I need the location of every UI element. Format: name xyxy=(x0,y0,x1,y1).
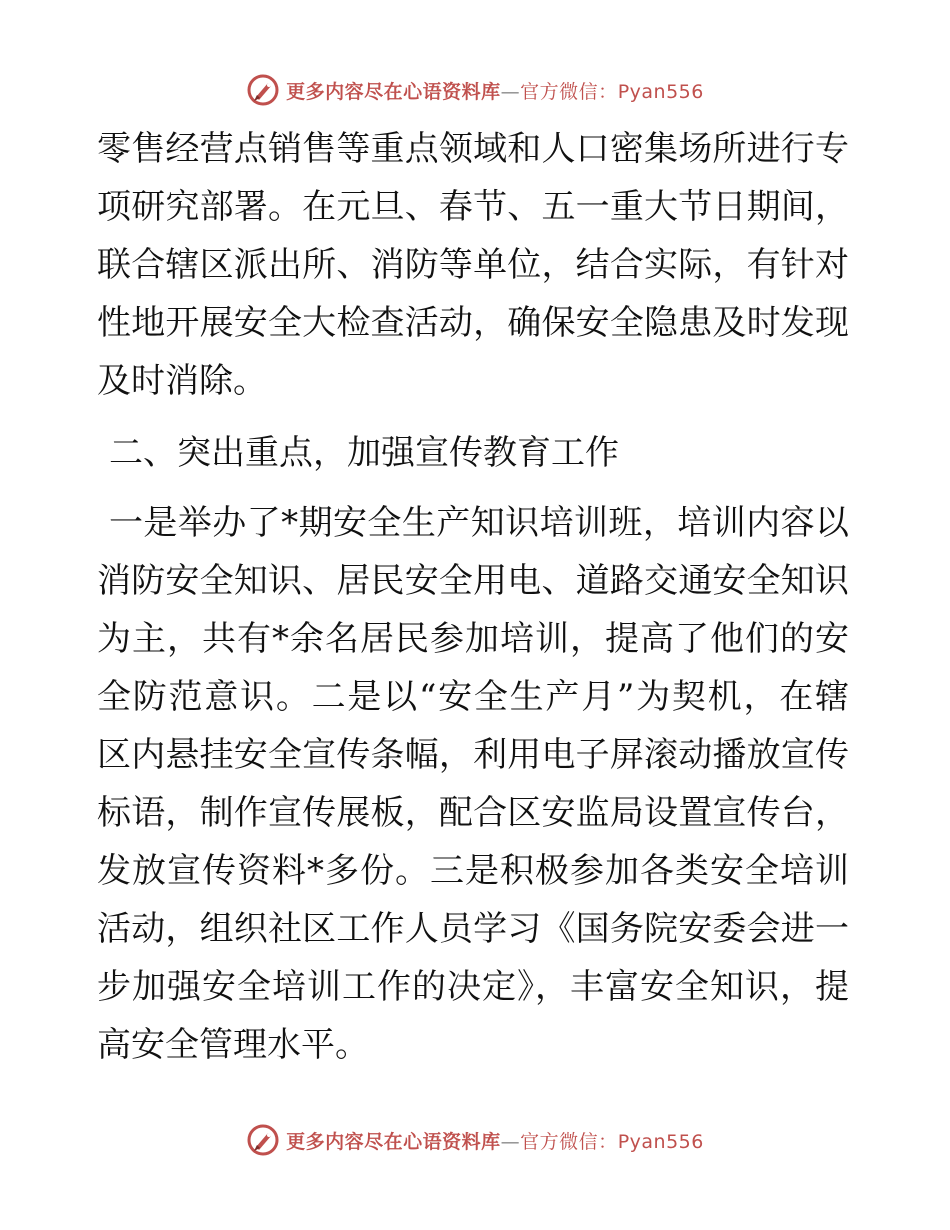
footer-site-name: 更多内容尽在心语资料库 xyxy=(286,1130,501,1153)
text-line: 步加强安全培训工作的决定》，丰富安全知识，提 xyxy=(97,967,849,1007)
text-line: 高安全管理水平。 xyxy=(97,1025,369,1065)
header-wechat-id: Pyan556 xyxy=(617,80,704,103)
text-line: 为主，共有*余名居民参加培训，提高了他们的安 xyxy=(97,619,849,659)
paragraph-1 xyxy=(97,120,849,410)
text-line: 项研究部署。在元旦、春节、五一重大节日期间， xyxy=(97,187,849,227)
text-line: 零售经营点销售等重点领域和人口密集场所进行专 xyxy=(97,129,849,169)
text-line: 活动，组织社区工作人员学习《国务院安委会进一 xyxy=(97,909,849,949)
document-body xyxy=(97,120,849,1074)
header-banner xyxy=(0,70,950,110)
text-line: 发放宣传资料*多份。三是积极参加各类安全培训 xyxy=(97,851,849,891)
text-line: 全防范意识。二是以“安全生产月”为契机，在辖 xyxy=(97,677,849,717)
text-line: 标语，制作宣传展板，配合区安监局设置宣传台， xyxy=(97,793,849,833)
header-dash: — xyxy=(500,80,521,103)
header-wechat-label: 官方微信： xyxy=(520,80,618,103)
text-line: 联合辖区派出所、消防等单位，结合实际，有针对 xyxy=(97,245,849,285)
text-line: 一是举办了*期安全生产知识培训班，培训内容以 xyxy=(109,503,849,543)
text-line: 及时消除。 xyxy=(97,361,267,401)
footer-text xyxy=(286,1127,704,1154)
section-heading: 二、突出重点，加强宣传教育工作 xyxy=(109,433,619,473)
pen-nib-logo-icon xyxy=(246,1123,280,1157)
pen-nib-logo-icon xyxy=(246,73,280,107)
footer-dash: — xyxy=(500,1130,521,1153)
paragraph-2 xyxy=(97,494,849,1074)
footer-wechat-label: 官方微信： xyxy=(520,1130,618,1153)
footer-banner xyxy=(0,1120,950,1160)
footer-wechat-id: Pyan556 xyxy=(617,1130,704,1153)
text-line: 性地开展安全大检查活动，确保安全隐患及时发现 xyxy=(97,303,849,343)
header-site-name: 更多内容尽在心语资料库 xyxy=(286,80,501,103)
header-text xyxy=(286,77,704,104)
text-line: 区内悬挂安全宣传条幅，利用电子屏滚动播放宣传 xyxy=(97,735,849,775)
text-line: 消防安全知识、居民安全用电、道路交通安全知识 xyxy=(97,561,849,601)
